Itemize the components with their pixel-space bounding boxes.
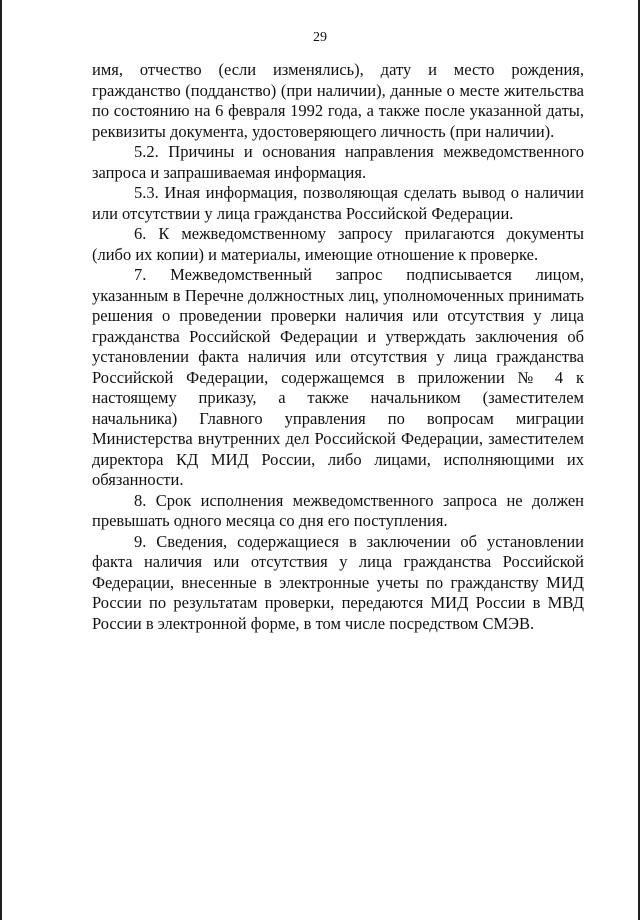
page-number: 29: [313, 30, 327, 45]
paragraph-8: 8. Срок исполнения межведомственного запроса не должен превышать одного месяца со дня его поступления.: [92, 490, 584, 530]
document-body: [92, 60, 584, 634]
paragraph-6: 6. К межведомственному запросу прилагаются документы (либо их копии) и материалы, имеющие отношение к проверке.: [92, 224, 584, 264]
paragraph-5-1-continuation: имя, отчество (если изменялись), дату и место рождения, гражданство (подданство) (при наличии), данные о месте жительства по состоянию на 6 февраля 1992 года, а также после указанной даты, реквизиты документа, удостоверяющего личность (при наличии).: [92, 60, 584, 141]
paragraph-7: 7. Межведомственный запрос подписывается лицом, указанным в Перечне должностных лиц, уполномоченных принимать решения о проведении проверки наличия или отсутствия у лица гражданства Российской Федерации и утверждать заключения об установлении факта наличия или отсутствия у лица гражданства Российской Федерации, содержащемся в приложении № 4 к настоящему приказу, а также начальником (заместителем начальника) Главного управления по вопросам миграции Министерства внутренних дел Российской Федерации, заместителем директора КД МИД России, либо лицами, исполняющими их обязанности.: [92, 265, 584, 489]
paragraph-9: 9. Сведения, содержащиеся в заключении об установлении факта наличия или отсутствия у лица гражданства Российской Федерации, внесенные в электронные учеты по гражданству МИД России по результатам проверки, передаются МИД России в МВД России в электронной форме, в том числе посредством СМЭВ.: [92, 531, 584, 633]
paragraph-5-3: 5.3. Иная информация, позволяющая сделать вывод о наличии или отсутствии у лица гражданства Российской Федерации.: [92, 183, 584, 223]
paragraph-5-2: 5.2. Причины и основания направления межведомственного запроса и запрашиваемая информация.: [92, 142, 584, 182]
